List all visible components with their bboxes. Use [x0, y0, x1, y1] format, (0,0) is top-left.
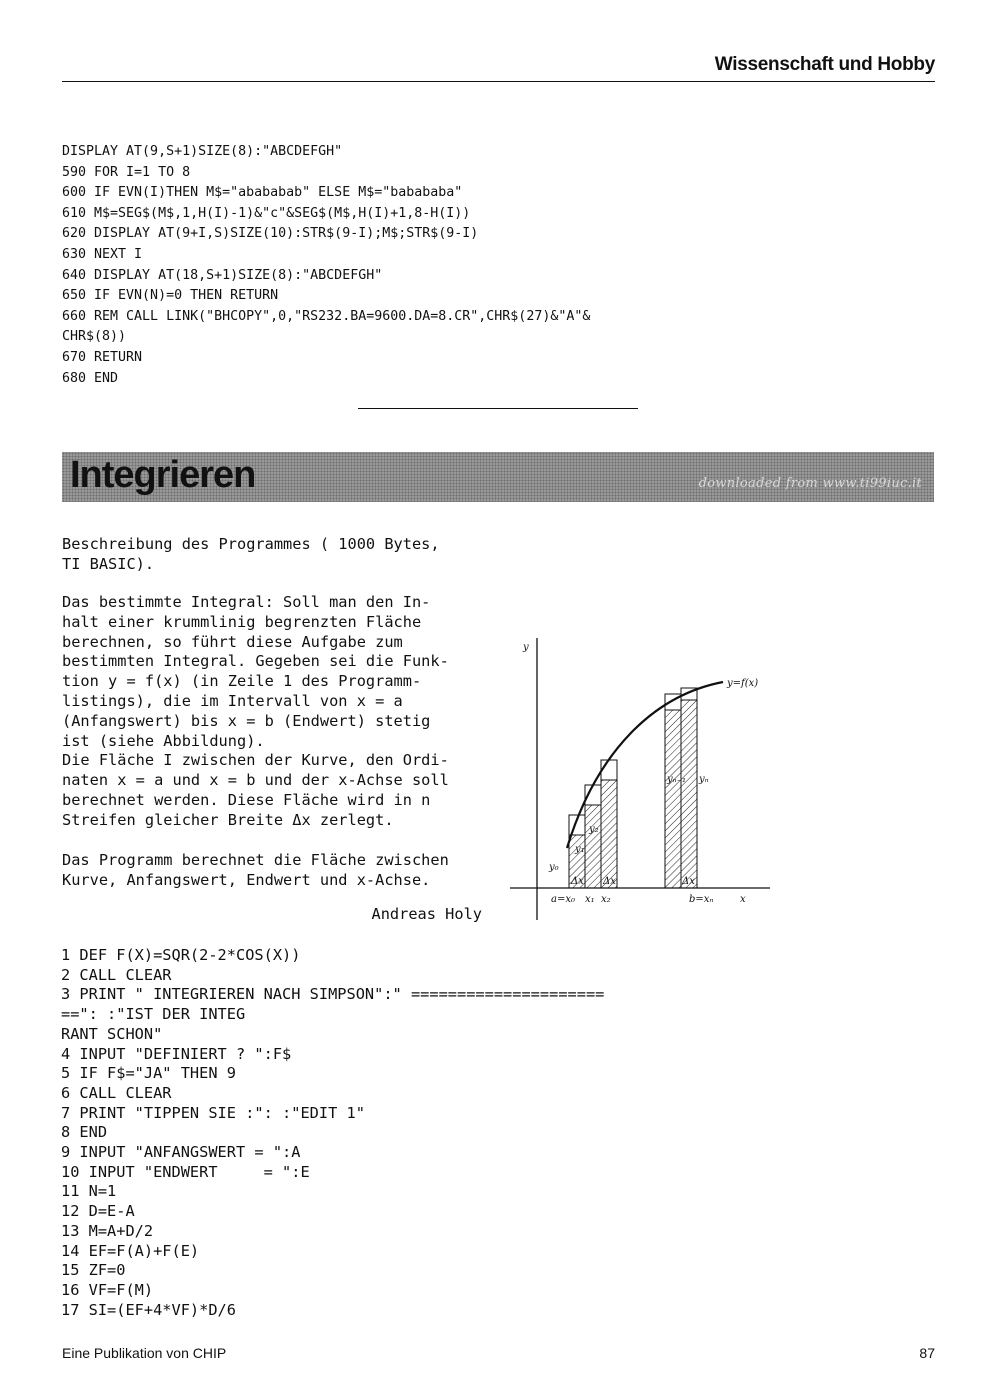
strip-2: [601, 780, 617, 888]
code-line: 12 D=E-A: [61, 1202, 135, 1221]
article-banner: [62, 452, 934, 502]
x1-label: x₁: [585, 894, 595, 905]
code-line: 670 RETURN: [62, 349, 143, 365]
separator-rule: [358, 408, 638, 409]
code-line: 7 PRINT "TIPPEN SIE :": :"EDIT 1": [61, 1103, 365, 1122]
code-line: 590 FOR I=1 TO 8: [62, 164, 191, 180]
y-axis-label: y: [523, 642, 529, 653]
code-line: 630 NEXT I: [62, 246, 143, 262]
code-line: 660 REM CALL LINK("BHCOPY",0,"RS232.BA=9600.DA=8.CR",CHR$(27)&"A"&: [62, 308, 591, 324]
code-line: 1 DEF F(X)=SQR(2-2*COS(X)): [61, 946, 301, 964]
strip-n1: [665, 710, 681, 888]
code-line: 650 IF EVN(N)=0 THEN RETURN: [62, 288, 279, 304]
header-rule: [62, 81, 935, 82]
article-title: Integrieren: [70, 454, 256, 496]
code-line: 2 CALL CLEAR: [61, 965, 172, 984]
code-line: 10 INPUT "ENDWERT = ":E: [61, 1162, 310, 1181]
code-line: 610 M$=SEG$(M$,1,H(I)-1)&"c"&SEG$(M$,H(I)+1,8-H(I)): [62, 205, 471, 221]
code-listing-top: [62, 142, 590, 389]
x-axis-label: x: [740, 894, 746, 905]
code-line: 14 EF=F(A)+F(E): [61, 1241, 200, 1260]
y1-label: y₁: [575, 844, 585, 855]
intro-paragraph: Beschreibung des Programmes ( 1000 Bytes, TI BASIC).: [62, 535, 440, 573]
code-line: 680 END: [62, 370, 119, 386]
code-line: 8 END: [61, 1123, 108, 1142]
box-2: [601, 760, 617, 780]
code-line: 15 ZF=0: [61, 1261, 126, 1280]
code-line: 16 VF=F(M): [61, 1280, 154, 1299]
summary-paragraph: Das Programm berechnet die Fläche zwischen Kurve, Anfangswert, Endwert und x-Achse.: [62, 851, 449, 889]
code-listing-bottom: [61, 946, 604, 1320]
xn-label: b=xₙ: [689, 894, 714, 905]
code-line: 620 DISPLAY AT(9+I,S)SIZE(10):STR$(9-I);M$;STR$(9-I): [62, 226, 479, 242]
x0-label: a=x₀: [551, 894, 575, 905]
curve-label: y=f(x): [727, 678, 759, 689]
code-line: CHR$(8)): [62, 329, 127, 345]
section-title: Wissenschaft und Hobby: [714, 54, 935, 75]
dx-label-2: Δx: [603, 876, 616, 887]
watermark-text: downloaded from www.ti99iuc.it: [698, 476, 922, 491]
author-name: Andreas Holy: [371, 905, 482, 923]
yn-label: yₙ: [699, 774, 709, 785]
code-line: 5 IF F$="JA" THEN 9: [61, 1064, 236, 1083]
code-line: RANT SCHON": [61, 1024, 163, 1043]
dx-label-1: Δx: [571, 876, 584, 887]
code-line: 640 DISPLAY AT(18,S+1)SIZE(8):"ABCDEFGH": [62, 267, 383, 283]
y0-label: y₀: [549, 862, 559, 873]
code-line: 17 SI=(EF+4*VF)*D/6: [61, 1300, 236, 1319]
code-line: DISPLAY AT(9,S+1)SIZE(8):"ABCDEFGH": [62, 144, 343, 159]
y2-label: y₂: [589, 824, 599, 835]
code-line: 11 N=1: [61, 1182, 117, 1201]
strip-1: [585, 805, 601, 888]
strip-n: [681, 700, 697, 888]
integral-figure: [505, 630, 775, 925]
x2-label: x₂: [601, 894, 611, 905]
yn1-label: yₙ₋₁: [667, 774, 686, 785]
page-number: 87: [919, 1345, 935, 1361]
code-line: ==": :"IST DER INTEG: [61, 1005, 246, 1024]
code-line: 9 INPUT "ANFANGSWERT = ":A: [61, 1143, 301, 1162]
code-line: 600 IF EVN(I)THEN M$="abababab" ELSE M$="babababa": [62, 185, 463, 201]
body-paragraph: Das bestimmte Integral: Soll man den In- halt einer krummlinig begrenzten Fläche berechnen, so führt diese Aufgabe zum bestimmten Integral. Gegeben sei die Funk- tion y = f(x) (in Zeile 1 des Programm- listings), die im Intervall von x = a (Anfangswert) bis x = b (Endwert) stetig ist (siehe Abbildung). Die Fläche I zwischen der Kurve, den Ordi- naten x = a und x = b und der x-Achse soll berechnet werden. Diese Fläche wird in n Streifen gleicher Breite Δx zerlegt.: [62, 593, 449, 829]
code-line: 6 CALL CLEAR: [61, 1083, 172, 1102]
code-line: 3 PRINT " INTEGRIEREN NACH SIMPSON":" =====================: [61, 985, 605, 1004]
code-line: 13 M=A+D/2: [61, 1221, 154, 1240]
code-line: 4 INPUT "DEFINIERT ? ":F$: [61, 1044, 292, 1063]
dx-label-3: Δx: [682, 876, 695, 887]
publisher-footer: Eine Publikation von CHIP: [62, 1345, 227, 1361]
